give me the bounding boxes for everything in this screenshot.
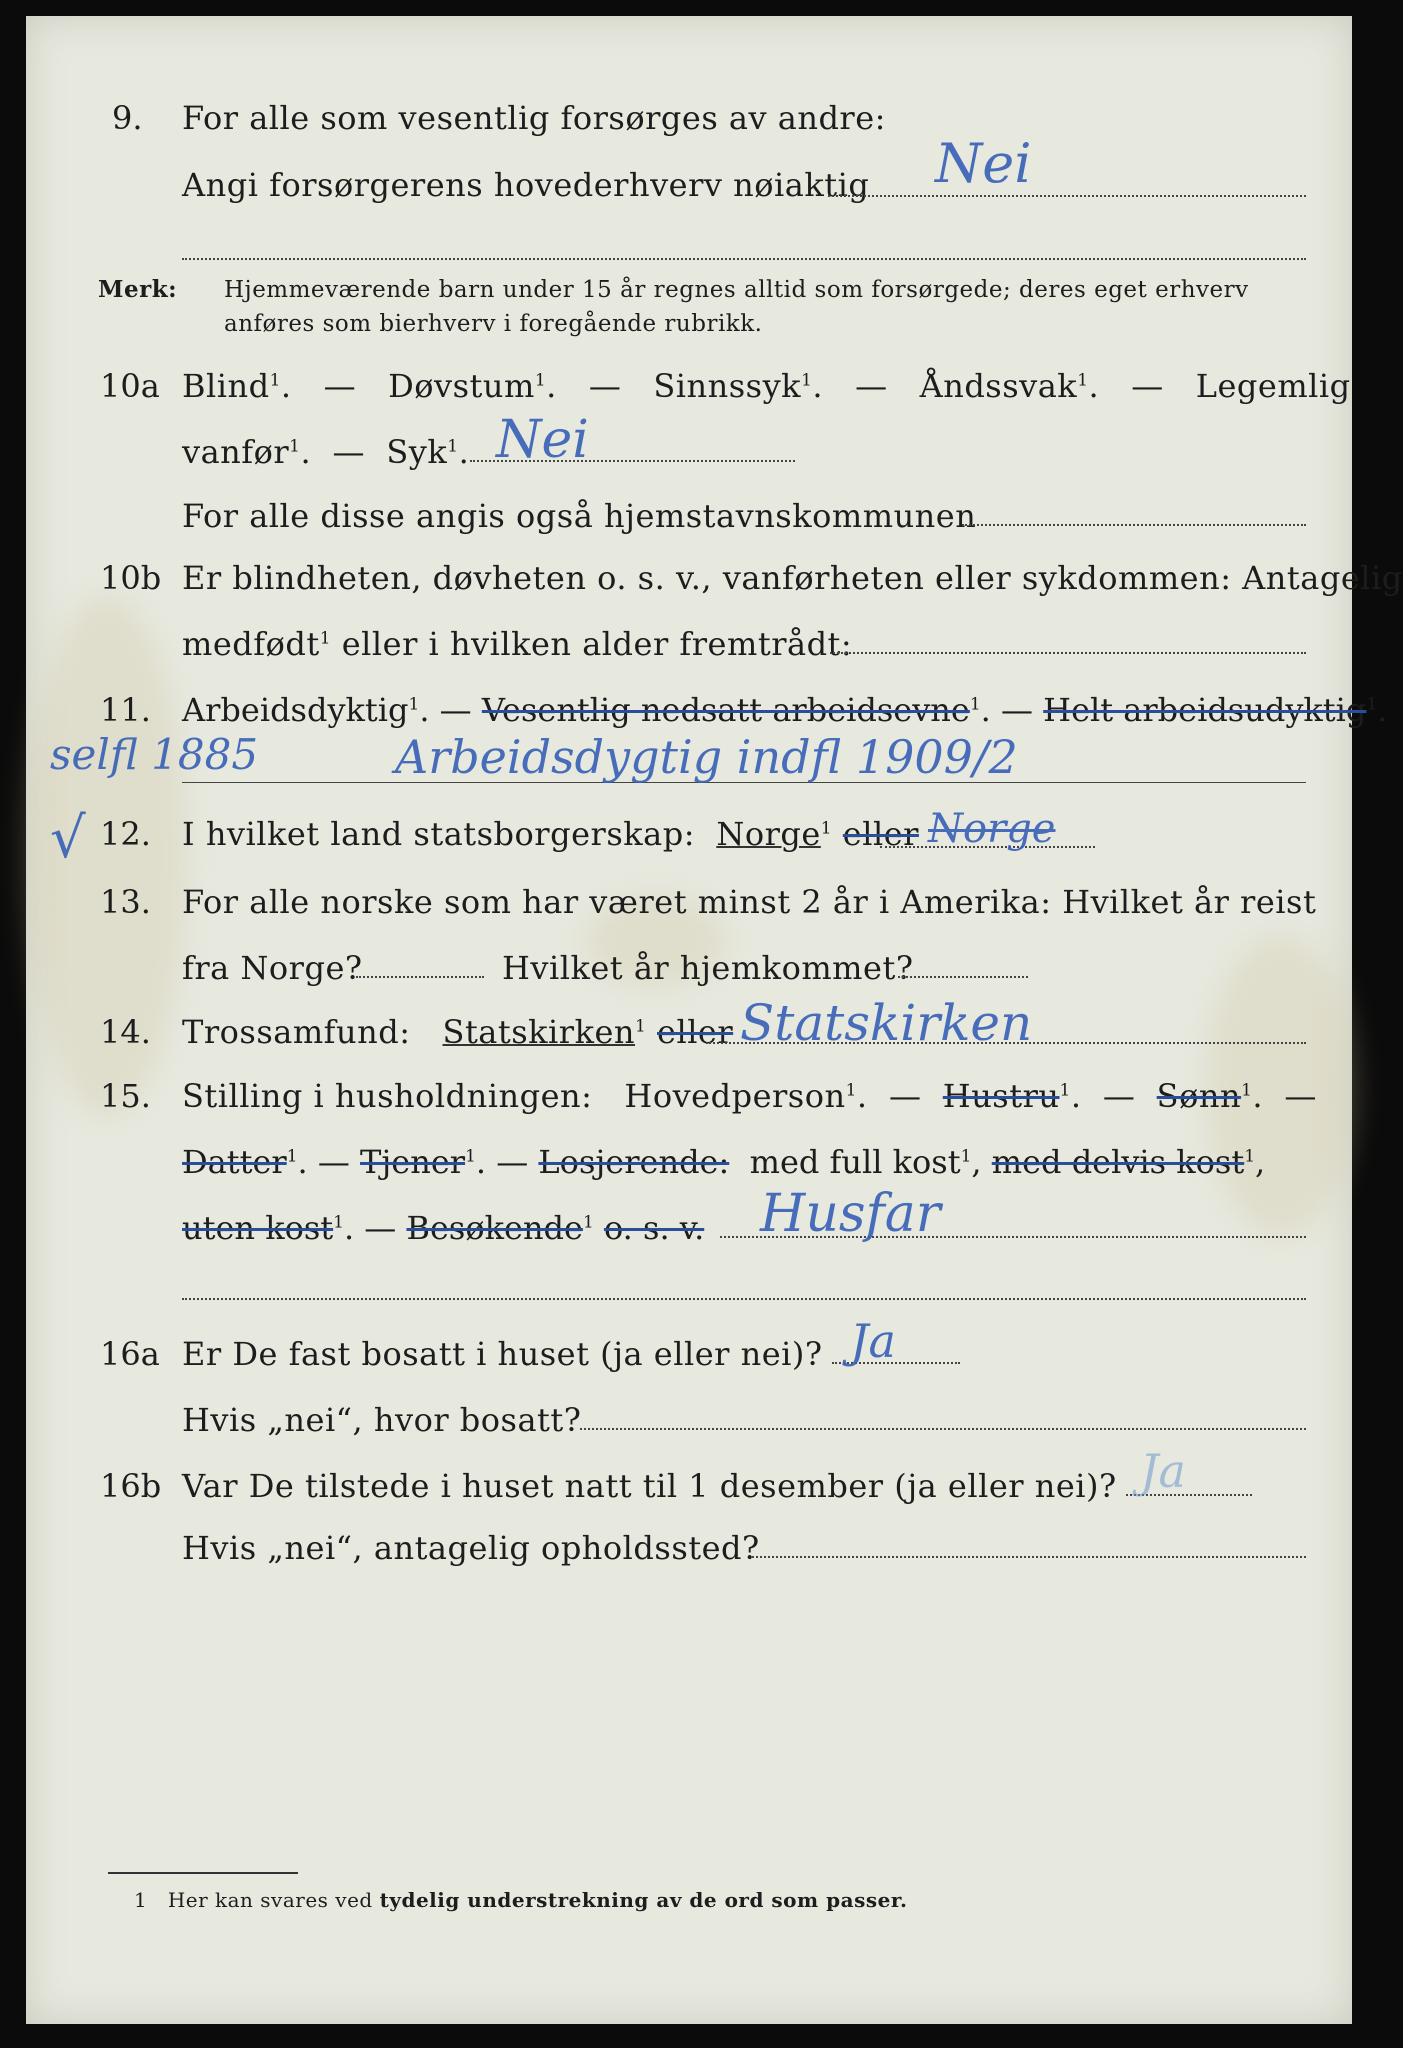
q15-line1: Stilling i husholdningen: Hovedperson$^1$. — Hustru$^1$. — Sønn$^1$. — (182, 1077, 1317, 1115)
q10b-number: 10b (100, 559, 162, 597)
q16b-line1: Var De tilstede i huset natt til 1 desember (ja eller nei)? (182, 1467, 1117, 1505)
option-norge: Norge (716, 815, 821, 853)
q16b-handwritten-answer: Ja (1140, 1444, 1186, 1498)
option-eller: eller (657, 1013, 734, 1051)
option-tjener: Tjener (360, 1143, 466, 1181)
option-blind: Blind (182, 367, 270, 405)
option-osv: o. s. v. (603, 1209, 705, 1247)
q12-margin-mark: √ (50, 806, 86, 871)
q16a-line1: Er De fast bosatt i huset (ja eller nei)? (182, 1335, 823, 1373)
option-syk: Syk (386, 433, 448, 471)
q16a-handwritten-answer: Ja (850, 1314, 896, 1368)
q10a-line1: Blind$^1$. — Døvstum$^1$. — Sinnssyk$^1$. — Åndssvak$^1$. — Legemlig (182, 367, 1351, 405)
option-eller: eller (842, 815, 919, 853)
footnote-mark: 1 (134, 1888, 148, 1912)
option-vesentlig-nedsatt: Vesentlig nedsatt arbeidsevne (481, 691, 970, 729)
q10b-line1: Er blindheten, døvheten o. s. v., vanførheten eller sykdommen: Antagelig (182, 559, 1403, 597)
footnote: 1 Her kan svares ved tydelig understrekning av de ord som passer. (134, 1888, 908, 1912)
footnote-rule (108, 1872, 298, 1874)
q10a-line3: For alle disse angis også hjemstavnskommunen (182, 497, 977, 535)
q16b-opholdssted-line (752, 1556, 1306, 1558)
q10a-number: 10a (100, 367, 160, 405)
q16a-bosatt-line (580, 1428, 1306, 1430)
q13-line1: For alle norske som har været minst 2 år i Amerika: Hvilket år reist (182, 883, 1317, 921)
merk-label: Merk: (98, 276, 178, 303)
q10a-handwritten-answer: Nei (496, 410, 589, 470)
q13-line2b: Hvilket år hjemkommet? (502, 949, 914, 987)
q15-line3: uten kost$^1$. — Besøkende$^1$ o. s. v. (182, 1209, 705, 1247)
option-helt-udyktig: Helt arbeidsudyktig (1043, 691, 1367, 729)
q9-number: 9. (112, 99, 143, 137)
q10a-hjemstavn-line (962, 524, 1306, 526)
q16a-line2: Hvis „nei“, hvor bosatt? (182, 1401, 582, 1439)
q13-reist-line (356, 976, 484, 978)
option-besokende: Besøkende (406, 1209, 583, 1247)
q11-handwritten-answer: Arbeidsdygtig indfl 1909/2 (395, 730, 1018, 784)
q15-handwritten-answer: Husfar (760, 1184, 941, 1244)
q13-hjemkommet-line (898, 976, 1028, 978)
q14-line: Trossamfund: Statskirken$^1$ eller (182, 1013, 734, 1051)
option-arbeidsdyktig: Arbeidsdyktig (182, 691, 409, 729)
q9-line2: Angi forsørgerens hovederhverv nøiaktig (182, 166, 870, 204)
q16b-number: 16b (100, 1467, 162, 1505)
q9-answer-line (828, 195, 1306, 197)
q11-line1: Arbeidsdyktig$^1$. — Vesentlig nedsatt arbeidsevne$^1$. — Helt arbeidsudyktig$^1$. (182, 691, 1388, 729)
option-sonn: Sønn (1156, 1077, 1242, 1115)
q15-answer-line-2 (182, 1298, 1306, 1300)
q12-line: I hvilket land statsborgerskap: Norge$^1$ eller (182, 815, 919, 853)
option-delvis-kost: med delvis kost (991, 1143, 1245, 1181)
option-sinnssyk: Sinnssyk (653, 367, 802, 405)
merk-line2: anføres som bierhverv i foregående rubrikk. (224, 311, 763, 337)
q12-handwritten-answer: Norge (928, 806, 1056, 852)
q16a-number: 16a (100, 1335, 160, 1373)
q11-number: 11. (100, 691, 151, 729)
merk-line1: Hjemmeværende barn under 15 år regnes alltid som forsørgede; deres eget erhverv (224, 277, 1249, 303)
option-andssvak: Åndssvak (919, 367, 1078, 405)
option-hovedperson: Hovedperson (624, 1077, 846, 1115)
q14-handwritten-answer: Statskirken (740, 994, 1033, 1052)
option-dovstum: Døvstum (388, 367, 535, 405)
q14-number: 14. (100, 1013, 151, 1051)
option-full-kost: med full kost (749, 1143, 961, 1181)
option-datter: Datter (182, 1143, 287, 1181)
q15-number: 15. (100, 1077, 151, 1115)
option-legemlig: Legemlig (1195, 367, 1351, 405)
q12-number: 12. (100, 815, 151, 853)
q15-line2: Datter$^1$. — Tjener$^1$. — Losjerende: med full kost$^1$, med delvis kost$^1$, (182, 1143, 1266, 1181)
q9-line1: For alle som vesentlig forsørges av andre: (182, 99, 886, 137)
q13-line2a: fra Norge? (182, 949, 363, 987)
option-losjerende: Losjerende: (538, 1143, 730, 1181)
option-uten-kost: uten kost (182, 1209, 334, 1247)
q10b-line2: medfødt$^1$ eller i hvilken alder fremtrådt: (182, 625, 853, 663)
q10b-answer-line (830, 652, 1306, 654)
option-vanfor: vanfør (182, 433, 290, 471)
option-hustru: Hustru (942, 1077, 1060, 1115)
option-statskirken: Statskirken (442, 1013, 636, 1051)
q10a-line2: vanfør$^1$. — Syk$^1$. (182, 433, 470, 471)
q13-number: 13. (100, 883, 151, 921)
q16b-line2: Hvis „nei“, antagelig opholdssted? (182, 1529, 760, 1567)
q11-margin-note: selfl 1885 (50, 730, 259, 779)
q9-answer-line-2 (182, 258, 1306, 260)
q9-handwritten-answer: Nei (935, 132, 1032, 195)
